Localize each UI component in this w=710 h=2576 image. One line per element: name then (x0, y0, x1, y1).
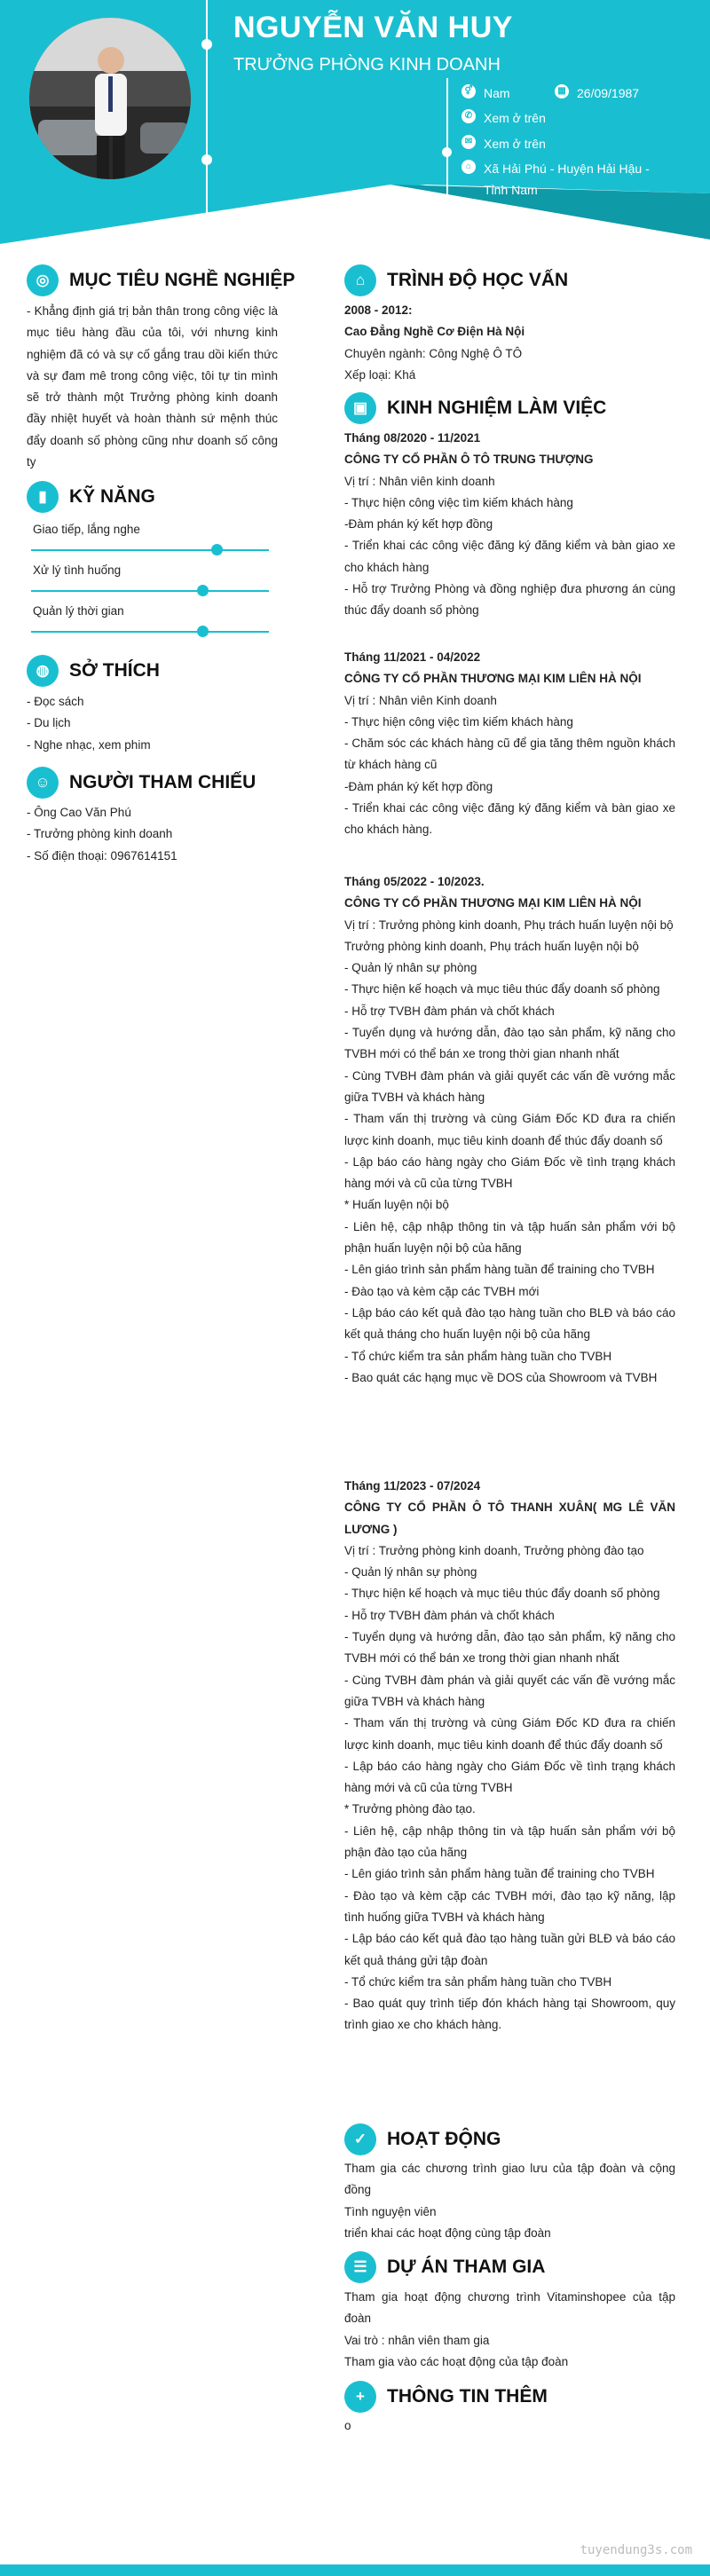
hobby-item: - Đọc sách (27, 695, 84, 708)
job-line: - Thực hiện kế hoạch và mục tiêu thúc đẩy doanh số phòng (344, 982, 660, 997)
experience-title: KINH NGHIỆM LÀM VIỆC (387, 398, 607, 418)
footer-bar (0, 2564, 710, 2576)
education-header (344, 264, 568, 296)
job-entry (344, 428, 675, 622)
job-line: - Liên hệ, cập nhập thông tin và tập huấn sản phẩm với bộ phận đào tạo của hãng (344, 1824, 675, 1860)
skill-level-knob (211, 544, 223, 555)
job-company: CÔNG TY CỔ PHẦN THƯƠNG MẠI KIM LIÊN HÀ NỘI (344, 672, 642, 686)
job-company: CÔNG TY CỔ PHẦN Ô TÔ THANH XUÂN( MG LÊ VĂN LƯƠNG ) (344, 1501, 675, 1536)
job-line: - Lập báo cáo hàng ngày cho Giám Đốc về tình trạng khách hàng mới và cũ của từng TVBH (344, 1154, 675, 1191)
job-line: - Đào tạo và kèm cặp các TVBH mới (344, 1284, 540, 1298)
job-line: - Tuyển dụng và hướng dẫn, đào tạo sản phẩm, kỹ năng cho TVBH mới có thể bán xe trong thời gian nhanh nhất (344, 1026, 675, 1061)
job-line: - Thực hiện công việc tìm kiếm khách hàng (344, 495, 573, 509)
reference-item: - Ông Cao Văn Phú (27, 806, 131, 819)
email-info (462, 133, 546, 154)
skill-label: Quản lý thời gian (33, 604, 124, 618)
job-entry (344, 647, 675, 841)
project-line: Vai trò : nhân viên tham gia (344, 2333, 490, 2347)
activity-line: Tình nguyện viên (344, 2204, 437, 2218)
job-line: - Tuyển dụng và hướng dẫn, đào tạo sản phẩm, kỹ năng cho TVBH mới có thể bán xe trong thời gian nhanh nhất (344, 1630, 675, 1666)
education-details (344, 300, 675, 386)
job-period: Tháng 11/2021 - 04/2022 (344, 650, 481, 664)
projects-title: DỰ ÁN THAM GIA (387, 2257, 546, 2277)
extra-info-header (344, 2381, 548, 2413)
job-entry (344, 871, 675, 1389)
reference-list (27, 802, 278, 867)
job-line: - Chăm sóc các khách hàng cũ để gia tăng thêm nguồn khách từ khách hàng cũ (344, 737, 675, 772)
watermark: tuyendung3s.com (580, 2543, 692, 2557)
job-line: Vị trí : Trưởng phòng kinh doanh, Trưởng phòng đào tạo (344, 1543, 644, 1557)
job-period: Tháng 08/2020 - 11/2021 (344, 431, 481, 445)
job-line: - Cùng TVBH đàm phán và giải quyết các vấn đề vướng mắc giữa TVBH và khách hàng (344, 1068, 675, 1104)
education-major: Chuyên ngành: Công Nghệ Ô TÔ (344, 346, 523, 360)
header-divider-dot (201, 39, 212, 50)
globe-icon: ◍ (27, 655, 59, 687)
job-line: - Cùng TVBH đàm phán và giải quyết các vấn đề vướng mắc giữa TVBH và khách hàng (344, 1673, 675, 1708)
cv-header (0, 0, 710, 266)
gender-value: Nam (484, 86, 510, 100)
education-title: TRÌNH ĐỘ HỌC VẤN (387, 270, 569, 290)
candidate-name: NGUYỄN VĂN HUY (233, 11, 513, 44)
objective-text: - Khẳng định giá trị bản thân trong công việc là mục tiêu hàng đầu của tôi, với nhưng kinh nghiệm đã có và sự cố gắng trau dồi kiến thức và sự đam mê trong công việc, tôi tự tin mình sẽ trở thành một Trưởng phòng kinh doanh đầy nhiệt huyết và hoàn thành sứ mệnh thúc đẩy doanh số phòng cũng như doanh số công ty (27, 304, 278, 469)
target-icon: ◎ (27, 264, 59, 296)
education-school: Cao Đẳng Nghề Cơ Điện Hà Nội (344, 325, 525, 339)
activities-list (344, 2158, 675, 2244)
phone-icon: ✆ (462, 109, 476, 123)
reference-title: NGƯỜI THAM CHIẾU (69, 772, 256, 792)
job-line: Trưởng phòng kinh doanh, Phụ trách huấn luyện nội bộ (344, 939, 639, 953)
job-line: - Đào tạo và kèm cặp các TVBH mới, đào tạo kỹ năng, lập tình huống giữa TVBH và khách hàng (344, 1888, 675, 1924)
skill-bar (31, 549, 269, 551)
skill-bar (31, 590, 269, 592)
job-line: - Thực hiện kế hoạch và mục tiêu thúc đẩy doanh số phòng (344, 1587, 660, 1601)
activities-header (344, 2123, 501, 2155)
skills-header (27, 481, 155, 513)
avatar (29, 18, 191, 179)
clipboard-icon: ☰ (344, 2251, 376, 2283)
hobbies-title: SỞ THÍCH (69, 660, 160, 681)
job-line: - Bao quát các hạng mục về DOS của Showroom và TVBH (344, 1370, 658, 1384)
job-line: - Triển khai các công việc đăng ký đăng kiểm và bàn giao xe cho khách hàng (344, 539, 675, 574)
job-period: Tháng 05/2022 - 10/2023. (344, 875, 485, 888)
user-icon: ☺ (27, 767, 59, 799)
job-period: Tháng 11/2023 - 07/2024 (344, 1479, 481, 1493)
job-line: Vị trí : Nhân viên kinh doanh (344, 474, 495, 488)
graduation-cap-icon: ⌂ (344, 264, 376, 296)
job-line: - Quản lý nhân sự phòng (344, 1565, 477, 1579)
candidate-role: TRƯỞNG PHÒNG KINH DOANH (233, 55, 501, 75)
job-company: CÔNG TY CỔ PHẦN Ô TÔ TRUNG THƯỢNG (344, 453, 594, 467)
reference-item: - Trưởng phòng kinh doanh (27, 827, 173, 841)
reference-item: - Số điện thoại: 0967614151 (27, 848, 178, 863)
job-line: - Triển khai các công việc đăng ký đăng kiểm và bàn giao xe cho khách hàng. (344, 801, 675, 837)
job-line: - Liên hệ, cập nhập thông tin và tập huấn sản phẩm với bộ phận huấn luyện nội bộ của hãng (344, 1219, 675, 1256)
job-line: * Huấn luyện nội bộ (344, 1198, 449, 1212)
job-line: - Lập báo cáo kết quả đào tạo hàng tuần gửi BLĐ và báo cáo kết quả tháng gửi tập đoàn (344, 1932, 675, 1967)
skill-item (31, 603, 269, 633)
extra-info-text: o (344, 2419, 351, 2432)
job-line: - Hỗ trợ TVBH đàm phán và chốt khách (344, 1608, 555, 1622)
activities-title: HOẠT ĐỘNG (387, 2129, 501, 2149)
contact-divider-dot (442, 147, 452, 157)
location-icon: ⌂ (462, 160, 476, 174)
skills-title: KỸ NĂNG (69, 486, 155, 507)
hobby-item: - Nghe nhạc, xem phim (27, 737, 151, 752)
job-line: - Lên giáo trình sản phẩm hàng tuần để training cho TVBH (344, 1263, 655, 1277)
activity-line: triển khai các hoạt động cùng tập đoàn (344, 2225, 551, 2240)
phone-info (462, 107, 546, 129)
job-line: - Tổ chức kiểm tra sản phẩm hàng tuần cho TVBH (344, 1349, 612, 1363)
plus-icon: + (344, 2381, 376, 2413)
project-line: Tham gia hoạt động chương trình Vitaminshopee của tập đoàn (344, 2290, 675, 2326)
reference-header (27, 767, 256, 799)
hobbies-header (27, 655, 160, 687)
job-line: - Thực hiện công việc tìm kiếm khách hàng (344, 714, 573, 729)
job-company: CÔNG TY CỔ PHẦN THƯƠNG MẠI KIM LIÊN HÀ NỘI (344, 896, 642, 910)
skill-item (31, 562, 269, 592)
job-line: - Tham vấn thị trường và cùng Giám Đốc KD đưa ra chiến lược kinh doanh, mục tiêu kinh doanh để thúc đẩy doanh số (344, 1716, 675, 1752)
education-period: 2008 - 2012: (344, 303, 413, 317)
job-line: -Đàm phán ký kết hợp đồng (344, 517, 493, 532)
job-line: -Đàm phán ký kết hợp đồng (344, 779, 493, 793)
job-line: - Hỗ trợ TVBH đàm phán và chốt khách (344, 1004, 555, 1018)
hobby-item: - Du lịch (27, 716, 71, 730)
skill-label: Giao tiếp, lắng nghe (33, 523, 140, 536)
project-line: Tham gia vào các hoạt động của tập đoàn (344, 2354, 569, 2368)
job-line: - Lập báo cáo hàng ngày cho Giám Đốc về tình trạng khách hàng mới và cũ của từng TVBH (344, 1759, 675, 1795)
header-divider-dot (201, 154, 212, 165)
address-info (462, 158, 674, 201)
objective-title: MỤC TIÊU NGHỀ NGHIỆP (69, 270, 296, 290)
job-line: * Trưởng phòng đào tạo. (344, 1802, 476, 1816)
job-entry (344, 1476, 675, 2036)
objective-header (27, 264, 295, 296)
education-grade: Xếp loại: Khá (344, 367, 416, 382)
skill-level-knob (197, 626, 209, 637)
birthdate-info (555, 83, 639, 104)
job-line: - Hỗ trợ Trưởng Phòng và đồng nghiệp đưa phương án cùng thúc đẩy doanh số phòng (344, 582, 675, 618)
gender-info (462, 83, 510, 104)
birthdate-value: 26/09/1987 (577, 86, 640, 100)
hobbies-list (27, 691, 278, 756)
phone-value: Xem ở trên (484, 111, 546, 125)
email-icon: ✉ (462, 135, 476, 149)
calendar-icon: ▦ (555, 84, 569, 98)
thumbs-up-icon: ✓ (344, 2123, 376, 2155)
briefcase-icon: ▣ (344, 392, 376, 424)
skill-label: Xử lý tình huống (33, 563, 122, 577)
job-line: Vị trí : Trưởng phòng kinh doanh, Phụ trách huấn luyện nội bộ (344, 918, 674, 932)
job-line: Vị trí : Nhân viên Kinh doanh (344, 693, 497, 707)
projects-header (344, 2251, 545, 2283)
projects-list (344, 2287, 675, 2373)
contact-divider-line (446, 78, 448, 202)
activity-line: Tham gia các chương trình giao lưu của tập đoàn và cộng đồng (344, 2162, 675, 2197)
gender-icon: ⚥ (462, 84, 476, 98)
email-value: Xem ở trên (484, 137, 546, 151)
bar-chart-icon: ▮ (27, 481, 59, 513)
job-line: - Bao quát quy trình tiếp đón khách hàng tại Showroom, quy trình giao xe cho khách hàng. (344, 1997, 675, 2032)
skill-item (31, 521, 269, 551)
header-divider-line (206, 0, 208, 213)
address-value: Xã Hải Phú - Huyện Hải Hậu - Tỉnh Nam (484, 161, 650, 197)
experience-header (344, 392, 606, 424)
skill-level-knob (197, 585, 209, 596)
job-line: - Quản lý nhân sự phòng (344, 961, 477, 975)
job-line: - Lên giáo trình sản phẩm hàng tuần để training cho TVBH (344, 1867, 655, 1881)
job-line: - Tham vấn thị trường và cùng Giám Đốc KD đưa ra chiến lược kinh doanh, mục tiêu kinh doanh để thúc đẩy doanh số (344, 1112, 675, 1147)
skill-bar (31, 631, 269, 633)
job-line: - Lập báo cáo kết quả đào tạo hàng tuần cho BLĐ và báo cáo kết quả tháng cho huấn luyện nội bộ của hãng (344, 1305, 675, 1342)
extra-info-title: THÔNG TIN THÊM (387, 2386, 548, 2407)
job-line: - Tổ chức kiểm tra sản phẩm hàng tuần cho TVBH (344, 1974, 612, 1989)
